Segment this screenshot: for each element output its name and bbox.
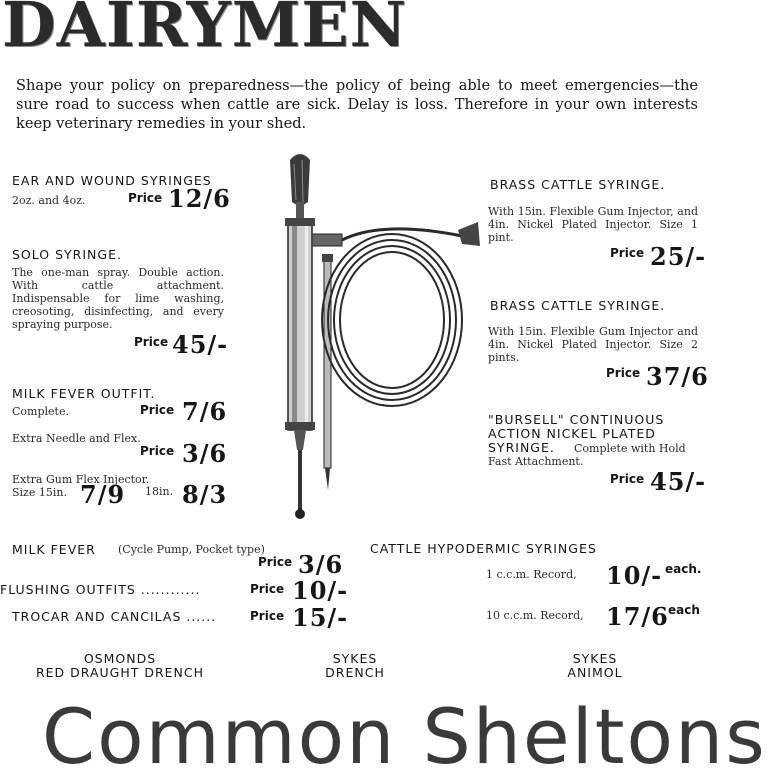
brand-sykes-drench xyxy=(300,652,410,680)
extra-gum-size-label: Size 15in. xyxy=(12,486,67,499)
extra-gum-size15-price: 7/9 xyxy=(80,480,126,509)
hypodermic-item2-price: 17/6 xyxy=(606,602,669,631)
brass1-price: 25/- xyxy=(650,242,707,271)
brass1-price-label: Price xyxy=(610,246,645,260)
bursell-price: 45/- xyxy=(650,467,707,496)
brand-osmonds xyxy=(20,652,220,680)
brand-sykes-animol xyxy=(540,652,650,680)
hypodermic-item1-label: 1 c.c.m. Record, xyxy=(486,568,577,581)
brand-sykes-animol-line2: ANIMOL xyxy=(567,665,623,680)
extra-gum-size18-price: 8/3 xyxy=(182,480,228,509)
milk-fever-complete-price-label: Price xyxy=(140,403,175,417)
brass2-description: With 15in. Flexible Gum Injector and 4in. Nickel Plated Injector. Size 2 pints. xyxy=(488,325,698,364)
bursell-description-inline: Complete with Hold xyxy=(574,442,686,455)
bursell-price-label: Price xyxy=(610,472,645,486)
milk-fever-pump-heading: MILK FEVER xyxy=(12,542,96,557)
brass1-heading: BRASS CATTLE SYRINGE. xyxy=(490,177,666,192)
bursell-heading-line1: "BURSELL" CONTINUOUS xyxy=(488,412,665,427)
hypodermic-heading: CATTLE HYPODERMIC SYRINGES xyxy=(370,541,597,556)
milk-fever-complete-label: Complete. xyxy=(12,405,69,418)
intro-paragraph: Shape your policy on preparedness—the policy of being able to meet emergencies—the sure road to success when cattle are sick. Delay is loss. Therefore in your own interests keep veterinary remedies in your shed. xyxy=(16,77,698,132)
ear-wound-heading: EAR AND WOUND SYRINGES xyxy=(12,173,212,188)
flushing-price-label: Price xyxy=(250,582,285,596)
brand-osmonds-line1: OSMONDS xyxy=(83,651,157,666)
brand-osmonds-line2: RED DRAUGHT DRENCH xyxy=(35,665,205,680)
trocar-price: 15/- xyxy=(292,603,349,632)
bursell-description-line2: Fast Attachment. xyxy=(488,455,584,468)
brand-sykes-animol-line1: SYKES xyxy=(572,651,618,666)
brass2-heading: BRASS CATTLE SYRINGE. xyxy=(490,298,666,313)
syringe-with-coiled-hose-icon xyxy=(272,150,482,522)
milk-fever-pump-subtitle: (Cycle Pump, Pocket type) xyxy=(118,543,265,556)
trocar-price-label: Price xyxy=(250,609,285,623)
flushing-heading: FLUSHING OUTFITS ............ xyxy=(0,582,201,597)
ear-wound-price-label: Price xyxy=(128,191,163,205)
milk-fever-outfit-heading: MILK FEVER OUTFIT. xyxy=(12,386,156,401)
bursell-heading-line2: ACTION NICKEL PLATED xyxy=(488,426,656,441)
hypodermic-item1-suffix: each. xyxy=(665,562,702,576)
brand-sykes-drench-line2: DRENCH xyxy=(325,665,385,680)
solo-heading: SOLO SYRINGE. xyxy=(12,247,122,262)
masthead: DAIRYMEN xyxy=(2,0,408,61)
trocar-heading: TROCAR AND CANCILAS ...... xyxy=(12,609,217,624)
brass2-price-label: Price xyxy=(606,366,641,380)
milk-fever-pump-price: 3/6 xyxy=(298,550,344,579)
extra-gum-label: Extra Gum Flex Injector. xyxy=(12,473,150,486)
extra-needle-label: Extra Needle and Flex. xyxy=(12,432,141,445)
milk-fever-complete-price: 7/6 xyxy=(182,397,228,426)
flushing-price: 10/- xyxy=(292,576,349,605)
extra-needle-price-label: Price xyxy=(140,444,175,458)
hypodermic-item1-price: 10/- xyxy=(606,561,663,590)
ear-wound-price: 12/6 xyxy=(168,184,231,213)
solo-price: 45/- xyxy=(172,330,229,359)
bursell-heading-line3: SYRINGE. xyxy=(488,440,555,455)
footer-common-sheltons: Common Sheltons xyxy=(42,692,767,781)
brass1-description: With 15in. Flexible Gum Injector, and 4in. Nickel Plated Injector. Size 1 pint. xyxy=(488,205,698,244)
solo-price-label: Price xyxy=(134,335,169,349)
extra-gum-size18-label: 18in. xyxy=(145,485,174,498)
extra-needle-price: 3/6 xyxy=(182,439,228,468)
brand-sykes-drench-line1: SYKES xyxy=(332,651,378,666)
ear-wound-sizes: 2oz. and 4oz. xyxy=(12,194,86,207)
hypodermic-item2-suffix: each xyxy=(668,603,700,617)
hypodermic-item2-label: 10 c.c.m. Record, xyxy=(486,609,584,622)
solo-description: The one-man spray. Double action. With cattle attachment. Indispensable for lime washing, creosoting, disinfecting, and every spraying purpose. xyxy=(12,266,224,331)
milk-fever-pump-price-label: Price xyxy=(258,555,293,569)
brass2-price: 37/6 xyxy=(646,362,709,391)
